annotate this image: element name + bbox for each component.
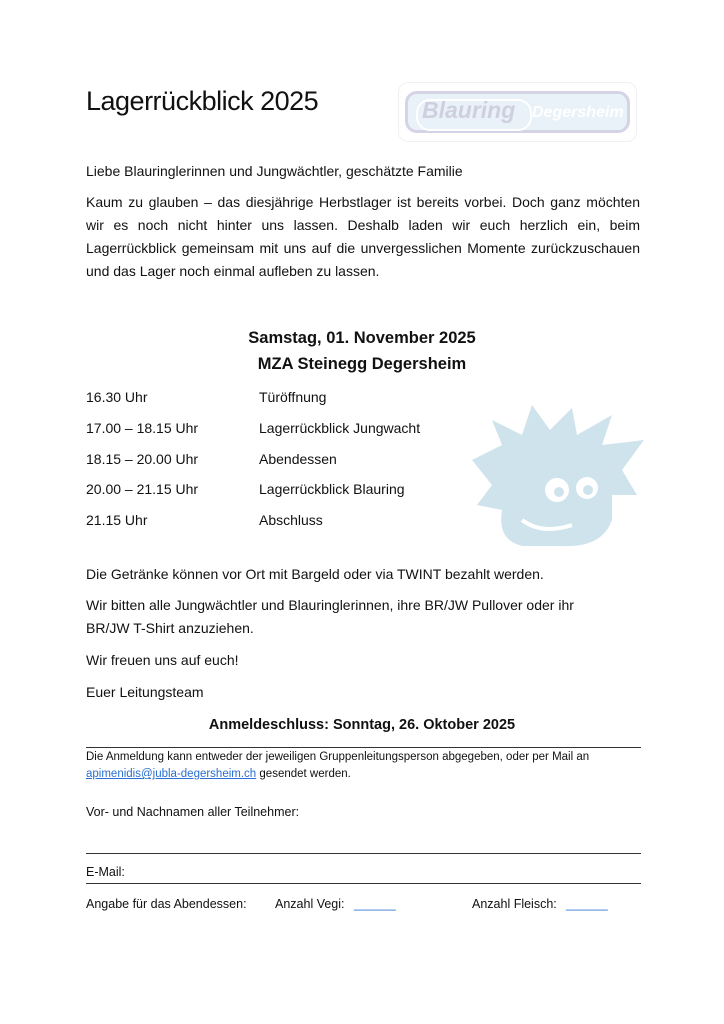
email-link[interactable]: apimenidis@jubla-degersheim.ch	[86, 768, 257, 780]
schedule-item: Lagerrückblick Blauring	[259, 481, 405, 497]
form-info-1: Die Anmeldung kann entweder der jeweiligen Gruppenleitungsperson abgegeben, oder per Mail an	[86, 751, 590, 763]
dinner-label: Angabe für das Abendessen:	[86, 897, 247, 911]
signature: Euer Leitungsteam	[86, 684, 204, 700]
schedule-item: Türöffnung	[259, 389, 327, 405]
email-field-line[interactable]	[86, 883, 641, 884]
schedule-item: Abendessen	[259, 451, 337, 467]
form-info-rest: gesendet werden.	[256, 768, 351, 780]
schedule-item: Lagerrückblick Jungwacht	[259, 420, 421, 436]
greeting: Liebe Blauringlerinnen und Jungwächtler, geschätzte Familie	[86, 163, 463, 179]
closing: Wir freuen uns auf euch!	[86, 652, 239, 668]
schedule-time: 18.15 – 20.00 Uhr	[86, 451, 199, 467]
meat-label: Anzahl Fleisch:	[472, 897, 557, 911]
divider	[86, 747, 641, 748]
schedule-time: 17.00 – 18.15 Uhr	[86, 420, 199, 436]
names-field-label: Vor- und Nachnamen aller Teilnehmer:	[86, 805, 300, 819]
page-title: Lagerrückblick 2025	[86, 86, 319, 116]
form-info-2	[86, 768, 351, 780]
registration-deadline: Anmeldeschluss: Sonntag, 26. Oktober 2025	[208, 717, 516, 733]
names-field-line[interactable]	[86, 853, 641, 854]
vegi-label: Anzahl Vegi:	[275, 897, 345, 911]
email-field-label: E-Mail:	[86, 865, 125, 879]
mascot-illustration	[462, 400, 647, 550]
event-date: Samstag, 01. November 2025	[248, 329, 476, 347]
vegi-count-field[interactable]: ______	[354, 897, 396, 911]
event-location: MZA Steinegg Degersheim	[257, 355, 467, 373]
drinks-info: Die Getränke können vor Ort mit Bargeld oder via TWINT bezahlt werden.	[86, 566, 544, 582]
schedule-item: Abschluss	[259, 512, 323, 528]
schedule-time: 20.00 – 21.15 Uhr	[86, 481, 199, 497]
dress-info-1: Wir bitten alle Jungwächtler und Blauringlerinnen, ihre BR/JW Pullover oder ihr	[86, 597, 574, 613]
schedule-time: 21.15 Uhr	[86, 512, 148, 528]
meat-count-field[interactable]: ______	[566, 897, 608, 911]
schedule-time: 16.30 Uhr	[86, 389, 148, 405]
intro-paragraph: Kaum zu glauben – das diesjährige Herbstlager ist bereits vorbei. Doch ganz möchten wir es noch nicht hinter uns lassen. Deshalb laden wir euch herzlich ein, beim Lagerrückblick gemeinsam mit uns auf die unvergesslichen Momente zurückzuschauen und das Lager noch einmal aufleben zu lassen.	[86, 194, 640, 279]
blauring-logo: Blauring Degersheim	[398, 82, 637, 142]
dress-info-2: BR/JW T-Shirt anzuziehen.	[86, 620, 254, 636]
